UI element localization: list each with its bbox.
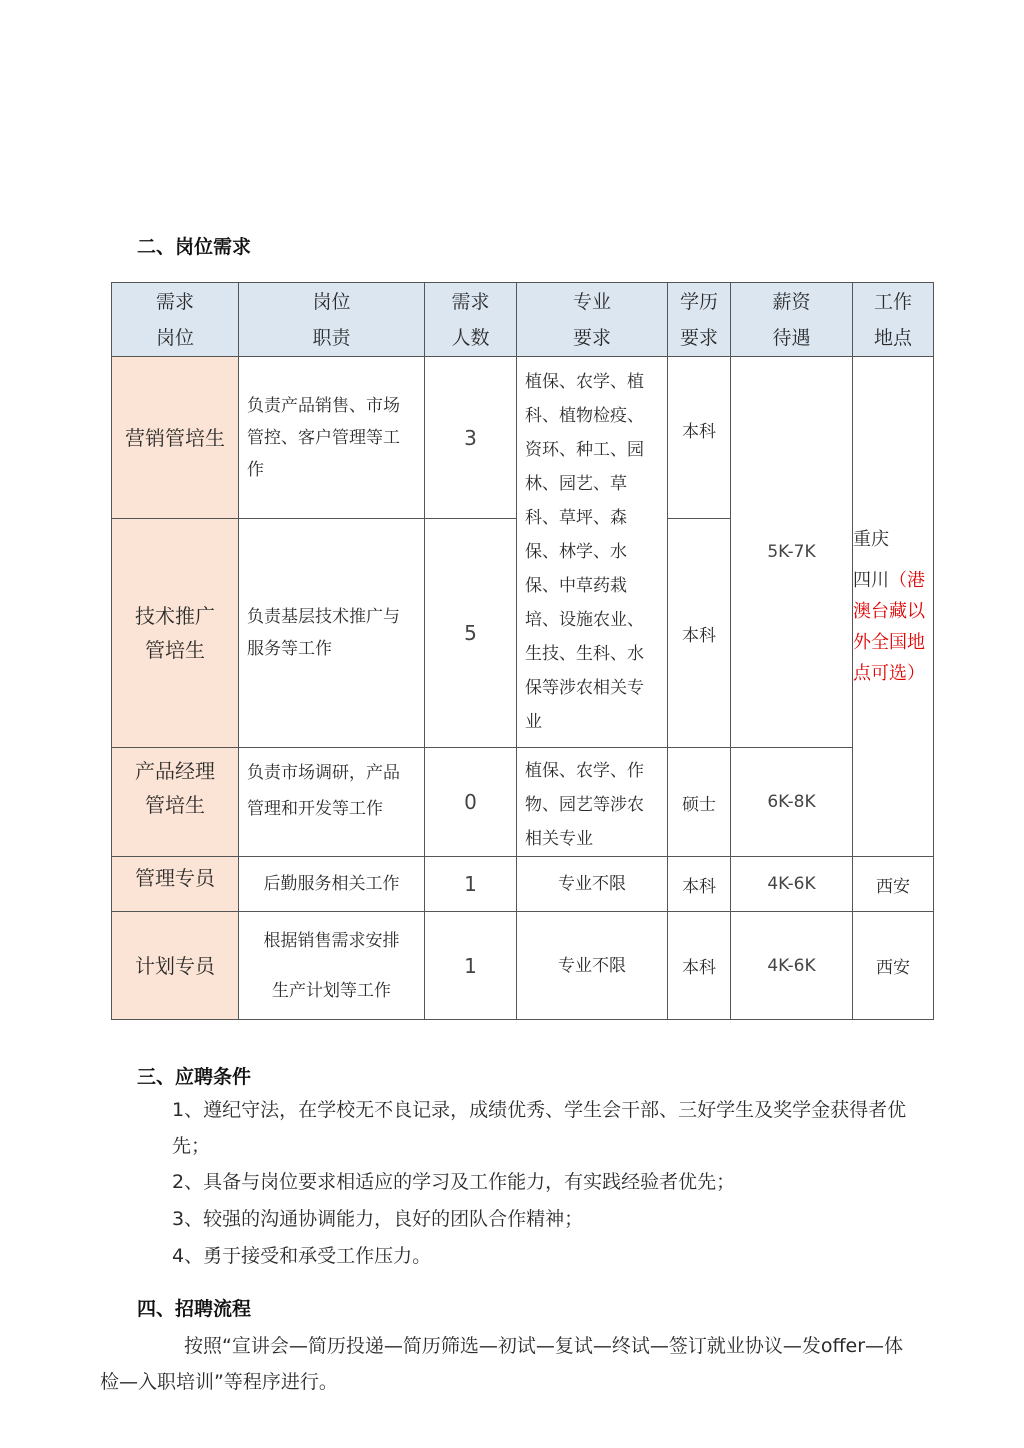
location-sichuan: 四川（港澳台藏以外全国地点可选） bbox=[853, 570, 925, 684]
location-note: （港澳台藏以外全国地点可选） bbox=[853, 570, 925, 684]
salary-cell: 4K-6K bbox=[731, 857, 853, 912]
section-title-demand: 二、岗位需求 bbox=[137, 236, 252, 258]
position-cell: 技术推广 管培生 bbox=[112, 519, 239, 748]
table-row bbox=[112, 748, 934, 857]
table-row bbox=[112, 857, 934, 912]
shared-salary-cell: 5K-7K bbox=[731, 357, 853, 748]
shared-major-cell: 植保、农学、植科、植物检疫、资环、种工、园林、园艺、草科、草坪、森保、林学、水保、中草药栽培、设施农业、生技、生科、水保等涉农相关专业 bbox=[517, 357, 668, 748]
education-cell: 本科 bbox=[668, 912, 731, 1020]
table-row bbox=[112, 912, 934, 1020]
count-cell: 1 bbox=[425, 912, 517, 1020]
header-cell: 需求 岗位 bbox=[112, 283, 239, 357]
section-title-conditions: 三、应聘条件 bbox=[137, 1066, 252, 1088]
count-cell: 5 bbox=[425, 519, 517, 748]
header-cell: 薪资 待遇 bbox=[731, 283, 853, 357]
major-cell: 专业不限 bbox=[517, 912, 668, 1020]
salary-cell: 4K-6K bbox=[731, 912, 853, 1020]
location-cell: 西安 bbox=[853, 912, 934, 1020]
salary-cell: 6K-8K bbox=[731, 748, 853, 857]
table-row bbox=[112, 357, 934, 519]
position-cell: 产品经理 管培生 bbox=[112, 748, 239, 857]
education-cell: 本科 bbox=[668, 357, 731, 519]
condition-item: 1、遵纪守法，在学校无不良记录，成绩优秀、学生会干部、三好学生及奖学金获得者优先； bbox=[172, 1099, 907, 1157]
duties-cell: 负责基层技术推广与服务等工作 bbox=[239, 519, 425, 748]
table-header-row bbox=[112, 283, 934, 357]
duties-cell: 根据销售需求安排 生产计划等工作 bbox=[239, 912, 425, 1020]
condition-item: 3、较强的沟通协调能力，良好的团队合作精神； bbox=[172, 1208, 584, 1230]
condition-item: 4、勇于接受和承受工作压力。 bbox=[172, 1245, 432, 1267]
location-cell: 西安 bbox=[853, 857, 934, 912]
position-cell: 营销管培生 bbox=[112, 357, 239, 519]
process-text: 按照“宣讲会—简历投递—简历筛选—初试—复试—终试—签订就业协议—发offer—体检—入职培训”等程序进行。 bbox=[100, 1335, 904, 1393]
header-cell: 岗位 职责 bbox=[239, 283, 425, 357]
header-cell: 专业 要求 bbox=[517, 283, 668, 357]
job-demand-table bbox=[111, 282, 934, 1020]
count-cell: 1 bbox=[425, 857, 517, 912]
major-cell: 专业不限 bbox=[517, 857, 668, 912]
header-cell: 学历 要求 bbox=[668, 283, 731, 357]
section-title-process: 四、招聘流程 bbox=[137, 1298, 252, 1320]
count-cell: 0 bbox=[425, 748, 517, 857]
count-cell: 3 bbox=[425, 357, 517, 519]
education-cell: 本科 bbox=[668, 857, 731, 912]
education-cell: 硕士 bbox=[668, 748, 731, 857]
header-cell: 工作 地点 bbox=[853, 283, 934, 357]
position-cell: 管理专员 bbox=[112, 857, 239, 912]
condition-item: 2、具备与岗位要求相适应的学习及工作能力，有实践经验者优先； bbox=[172, 1171, 736, 1193]
shared-location-cell bbox=[853, 357, 934, 857]
education-cell: 本科 bbox=[668, 519, 731, 748]
duties-cell: 负责产品销售、市场管控、客户管理等工作 bbox=[239, 357, 425, 519]
position-cell: 计划专员 bbox=[112, 912, 239, 1020]
header-cell: 需求 人数 bbox=[425, 283, 517, 357]
major-cell: 植保、农学、作物、园艺等涉农相关专业 bbox=[517, 748, 668, 857]
duties-cell: 后勤服务相关工作 bbox=[239, 857, 425, 912]
location-chongqing: 重庆 bbox=[853, 529, 889, 550]
duties-cell: 负责市场调研，产品管理和开发等工作 bbox=[239, 748, 425, 857]
